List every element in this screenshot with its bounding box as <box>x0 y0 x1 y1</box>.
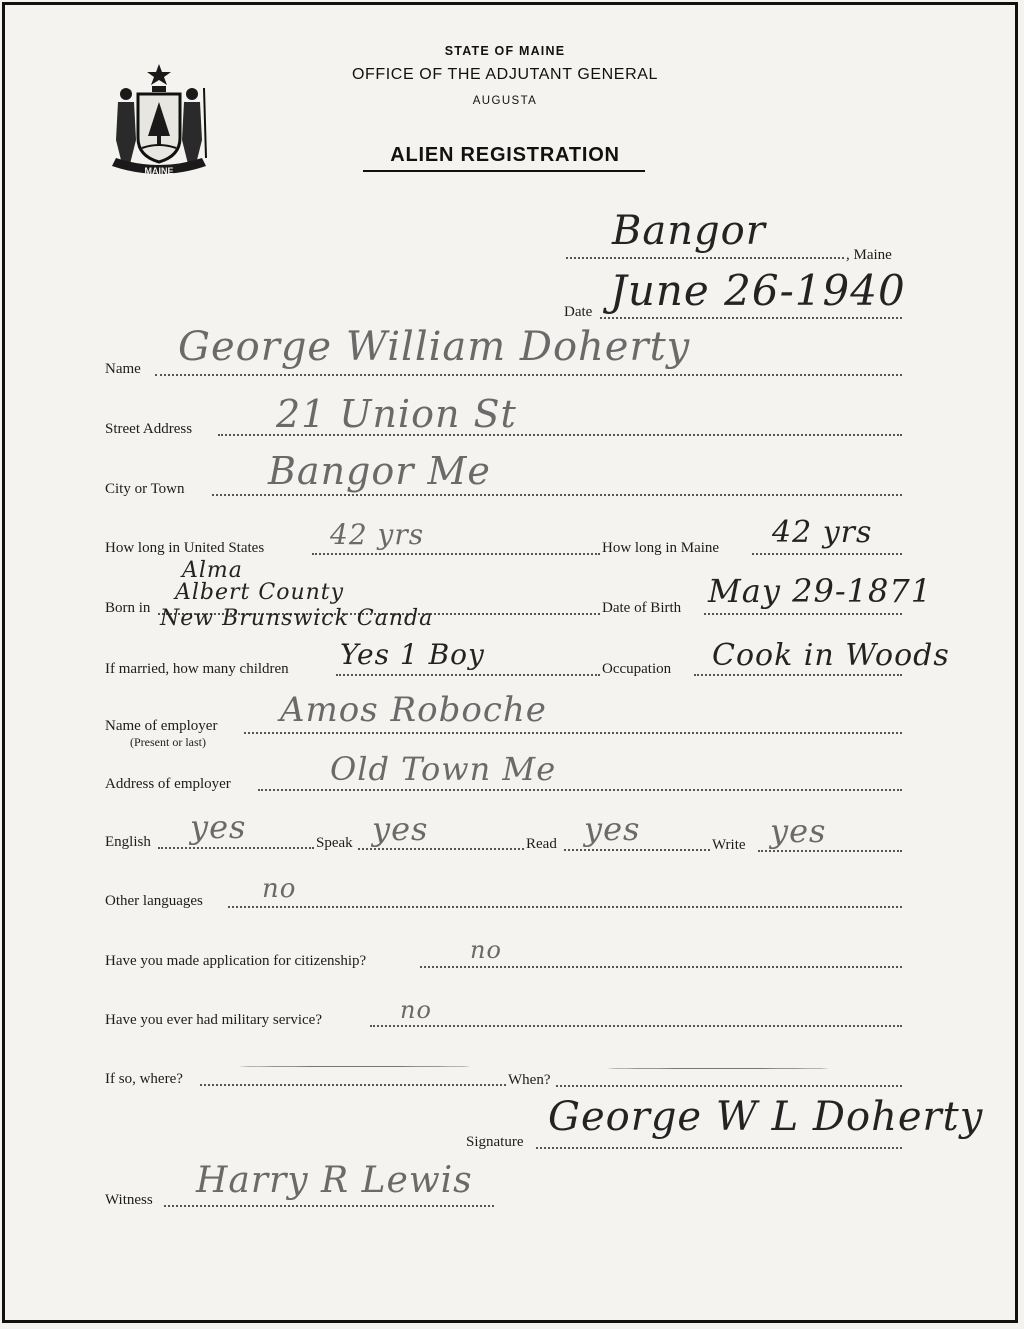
born-in-line2: Albert County <box>175 580 345 605</box>
date-value: June 26-1940 <box>610 266 906 315</box>
seal-banner-text: MAINE <box>144 166 174 176</box>
street-address-value: 21 Union St <box>276 392 517 436</box>
header-city: AUGUSTA <box>472 95 538 107</box>
maine-state-seal <box>104 58 214 184</box>
name-label: Name <box>105 361 141 377</box>
occupation-line <box>694 674 902 676</box>
name-value: George William Doherty <box>178 324 691 370</box>
occupation-value: Cook in Woods <box>712 638 950 673</box>
signature-line <box>536 1147 902 1149</box>
read-line <box>564 849 710 851</box>
born-in-line3: New Brunswick Canda <box>160 606 434 631</box>
date-label: Date <box>564 304 593 320</box>
military-value: no <box>400 996 432 1024</box>
citizenship-label: Have you made application for citizenship? <box>105 953 367 969</box>
citizenship-line <box>420 966 902 968</box>
signature-value: George W L Doherty <box>548 1094 984 1140</box>
employer-name-label: Name of employer <box>105 718 218 734</box>
military-label: Have you ever had military service? <box>105 1012 322 1028</box>
maine-label: , Maine <box>846 247 892 263</box>
write-value: yes <box>770 812 827 850</box>
header-state: STATE OF MAINE <box>444 44 566 58</box>
city-label: City or Town <box>105 481 185 497</box>
city-value: Bangor Me <box>268 449 491 493</box>
how-long-us-line <box>312 553 600 555</box>
how-long-maine-line <box>752 553 902 555</box>
employer-address-line <box>258 789 902 791</box>
speak-line <box>358 848 524 850</box>
date-line <box>600 317 902 319</box>
children-value: Yes 1 Boy <box>340 638 485 671</box>
citizenship-value: no <box>470 936 502 964</box>
occupation-label: Occupation <box>602 661 672 677</box>
if-so-where-dash <box>240 1066 470 1067</box>
read-label: Read <box>526 836 557 852</box>
employer-address-value: Old Town Me <box>330 750 557 788</box>
military-line <box>370 1025 902 1027</box>
signature-label: Signature <box>466 1134 524 1150</box>
other-languages-value: no <box>262 874 297 904</box>
header-office: OFFICE OF THE ADJUTANT GENERAL <box>351 66 659 83</box>
date-of-birth-label: Date of Birth <box>602 600 682 616</box>
english-label: English <box>105 834 151 850</box>
when-label: When? <box>508 1072 551 1088</box>
town-line <box>566 257 844 259</box>
date-of-birth-value: May 29-1871 <box>708 572 933 610</box>
speak-value: yes <box>372 810 429 848</box>
employer-address-label: Address of employer <box>105 776 231 792</box>
employer-name-value: Amos Roboche <box>280 690 547 730</box>
write-label: Write <box>712 837 746 853</box>
english-value: yes <box>190 808 247 846</box>
street-address-label: Street Address <box>105 421 193 437</box>
if-so-where-label: If so, where? <box>105 1071 183 1087</box>
form-title: ALIEN REGISTRATION <box>390 144 620 166</box>
witness-value: Harry R Lewis <box>196 1160 473 1201</box>
when-line <box>556 1085 902 1087</box>
english-line <box>158 847 314 849</box>
how-long-us-label: How long in United States <box>105 540 265 556</box>
if-so-where-line <box>200 1084 506 1086</box>
other-languages-label: Other languages <box>105 893 203 909</box>
married-children-line <box>336 674 600 676</box>
married-children-label: If married, how many children <box>105 661 289 677</box>
read-value: yes <box>584 810 641 848</box>
employer-name-line <box>244 732 902 734</box>
write-line <box>758 850 902 852</box>
born-in-label: Born in <box>105 600 151 616</box>
when-dash <box>608 1068 828 1069</box>
how-long-us-value: 42 yrs <box>330 518 425 551</box>
name-line <box>155 374 902 376</box>
city-line <box>212 494 902 496</box>
employer-name-note: (Present or last) <box>130 735 206 749</box>
born-in-line1: Alma <box>182 558 243 583</box>
date-of-birth-line <box>704 613 902 615</box>
how-long-maine-value: 42 yrs <box>772 515 873 550</box>
witness-line <box>164 1205 494 1207</box>
how-long-maine-label: How long in Maine <box>602 540 720 556</box>
title-underline <box>363 170 645 172</box>
town-value: Bangor <box>612 208 766 254</box>
witness-label: Witness <box>105 1192 153 1208</box>
speak-label: Speak <box>316 835 353 851</box>
other-languages-line <box>228 906 902 908</box>
